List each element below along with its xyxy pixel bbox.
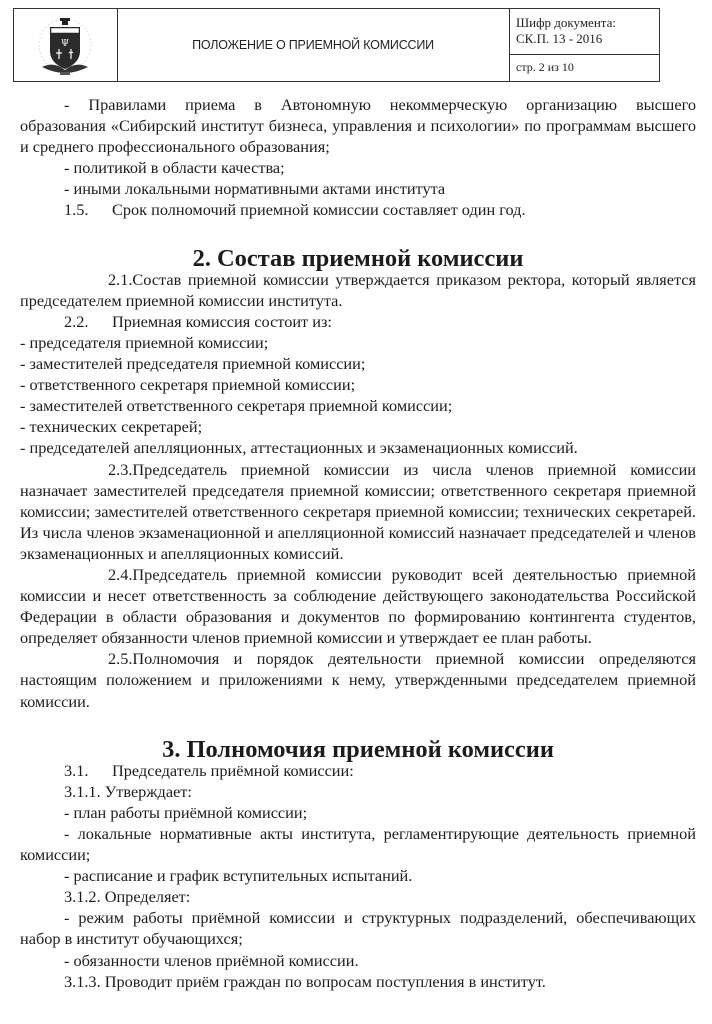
item-2-4 (20, 564, 696, 648)
item-number: 2.2. (64, 311, 89, 331)
list-item: - режим работы приёмной комиссии и структурных подразделений, обеспечивающих набор в институт обучающихся; (20, 908, 696, 949)
item-text: Состав приемной комиссии утверждается приказом ректора, который является председателем приемной комиссии института. (20, 269, 696, 310)
list-item-local-acts: - иными локальными нормативными актами института (64, 179, 446, 199)
item-number: 2.4. (108, 564, 133, 584)
document-code-label: Шифр документа: (516, 15, 616, 30)
item-2-5 (20, 648, 696, 711)
item-number: 3.1. (64, 760, 89, 780)
list-item: - председателя приемной комиссии; (20, 332, 269, 352)
page-number: стр. 2 из 10 (516, 60, 574, 74)
document-header-table (13, 8, 660, 82)
item-1-5 (20, 199, 696, 220)
item-text: Председатель приёмной комиссии: (112, 760, 354, 780)
list-item: - технических секретарей; (20, 417, 203, 437)
item-number: 1.5. (64, 200, 89, 220)
item-text: Председатель приемной комиссии из числа членов приемной комиссии назначает заместителей председателя приемной комиссии; ответственного секретаря приемной комиссии; заместителей ответственного секретаря приемной комиссии; технических секретарей. Из числа членов экзаменационной и апелляционной комиссий назначает председателей и членов экзаменационных и апелляционных комиссий. (20, 459, 696, 563)
document-body (20, 94, 696, 992)
section-2-heading: 2. Состав приемной комиссии (192, 244, 524, 272)
rules-paragraph-line1: - Правилами приема в Автономную некоммерческую организацию высшего (64, 95, 696, 114)
item-3-1-3: 3.1.3. Проводит приём граждан по вопросам поступления в институт. (64, 971, 546, 991)
item-number: 2.5. (108, 649, 133, 669)
header-logo-cell (14, 9, 118, 81)
item-text: Приемная комиссия состоит из: (112, 311, 332, 331)
document-title: ПОЛОЖЕНИЕ О ПРИЕМНОЙ КОМИССИИ (117, 9, 510, 81)
item-number: 2.3. (108, 459, 133, 479)
list-item: - заместителей ответственного секретаря приемной комиссии; (20, 396, 453, 416)
list-item: - ответственного секретаря приемной комиссии; (20, 375, 356, 395)
svg-text:Ψ: Ψ (61, 39, 69, 49)
list-item: - председателей апелляционных, аттестационных и экзаменационных комиссий. (20, 438, 578, 458)
list-item: - расписание и график вступительных испытаний. (64, 866, 413, 886)
rules-paragraph-rest: образования «Сибирский институт бизнеса, управления и психологии» по программам высшего и среднего профессионального образования; (20, 116, 696, 157)
list-item-quality: - политикой в области качества; (64, 158, 285, 178)
item-text: Полномочия и порядок деятельности приемной комиссии определяются настоящим положением и приложениями к нему, утвержденными председателем приемной комиссии. (20, 649, 696, 711)
item-3-1-2: 3.1.2. Определяет: (64, 887, 191, 907)
section-3-heading: 3. Полномочия приемной комиссии (162, 735, 554, 763)
item-text: Срок полномочий приемной комиссии составляет один год. (112, 200, 526, 220)
item-3-1-1: 3.1.1. Утверждает: (64, 781, 192, 801)
header-meta-cell (509, 9, 659, 81)
item-text: Председатель приемной комиссии руководит всей деятельностью приемной комиссии и несет ответственность за соблюдение действующего законодательства Российской Федерации в области образования и документов по формированию контингента студентов, определяет обязанности членов приемной комиссии и утверждает ее план работы. (20, 564, 696, 648)
list-item: - план работы приёмной комиссии; (64, 802, 308, 822)
institute-crest-icon (36, 15, 94, 77)
item-2-3 (20, 459, 696, 564)
list-item: - обязанности членов приёмной комиссии. (64, 950, 359, 970)
document-code (509, 9, 659, 55)
item-2-2 (20, 311, 696, 332)
item-number: 2.1. (108, 269, 133, 289)
list-item: - заместителей председателя приемной комиссии; (20, 354, 366, 374)
document-code-value: СК.П. 13 - 2016 (516, 31, 603, 46)
item-2-1 (20, 269, 696, 311)
item-3-1 (20, 760, 696, 781)
list-item: - локальные нормативные акты института, регламентирующие деятельность приемной комиссии; (20, 824, 696, 865)
